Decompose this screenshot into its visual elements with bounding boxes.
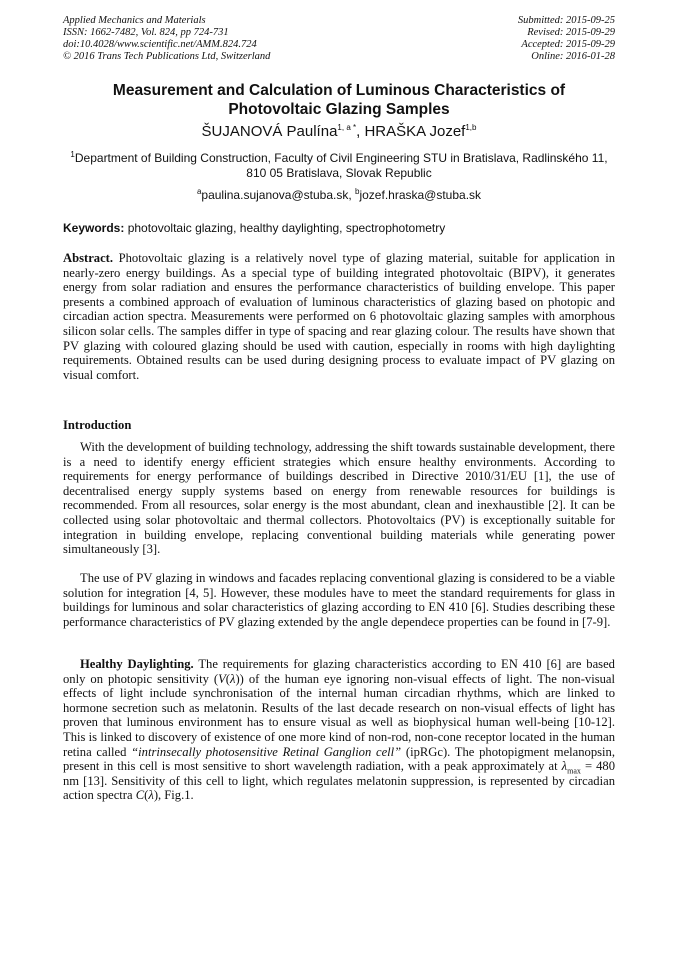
healthy-daylighting-paragraph xyxy=(63,657,615,803)
paper-title xyxy=(63,81,615,119)
title-line-2: Photovoltaic Glazing Samples xyxy=(228,101,450,118)
symbol-lambda: λ xyxy=(561,759,568,774)
iprgc-quote: “intrinsecally photosensitive Retinal Ganglion cell” xyxy=(131,744,402,759)
symbol-c: C xyxy=(135,788,145,803)
issn: ISSN: 1662-7482, Vol. 824, pp 724-731 xyxy=(63,27,229,38)
abstract xyxy=(63,251,615,382)
online-date: Online: 2016-01-28 xyxy=(531,51,615,62)
symbol-v: V xyxy=(218,671,226,686)
emails xyxy=(63,188,615,202)
text-run: (ipRGc). The photopigment melanopsin, present in this cell is most sensitive to short wavelength radiation, with a peak approximately at xyxy=(63,744,615,774)
keywords-label: Keywords: xyxy=(63,221,125,235)
email-a: paulina.sujanova@stuba.sk, xyxy=(201,188,356,202)
authors xyxy=(63,123,615,141)
intro-paragraph-1: With the development of building technology, addressing the shift towards sustainable development, there is a need to identify energy efficient strategies which ensure healthy environments. According to requirements for energy performance of buildings described in Directive 2010/31/EU [1], the use of decentralised energy supply systems based on energy from renewable resources for buildings is recommended. From all resources, solar energy is the most abundant, clean and inexhaustible [2]. It can be collected using solar photovoltaic and thermal collectors. Photovoltaics (PV) is exceptionally suitable for integration in building envelope, replacing conventional building materials while generating power simultaneously [3]. xyxy=(63,440,615,557)
keywords-text: photovoltaic glazing, healthy daylighting, spectrophotometry xyxy=(124,221,446,235)
symbol-lambda: λ xyxy=(229,671,236,686)
submitted-date: Submitted: 2015-09-25 xyxy=(517,15,615,26)
healthy-daylighting-label: Healthy Daylighting. xyxy=(80,657,194,671)
email-a-marker: a xyxy=(196,187,202,196)
text-run: )) of the human eye ignoring non-visual effects of light. The non-visual effects of light include synchronisation of the internal human circadian rhythms, which are linked to hormone secretion such as melatonin. Results of the last decade research on non-visual effects of light has proven that luminous environment has to ensure visual as well as biophysical human well-being [10-12]. This is linked to discovery of existence of one more kind of non-rod, non-cone receptor located in the human retina called xyxy=(63,671,615,759)
subscript-max: max xyxy=(567,766,581,776)
text-run: = 480 nm [13]. Sensitivity of this cell to light, which regulates melatonin suppression, is represented by circadian action spectra xyxy=(63,759,615,803)
text-run: The requirements for glazing characteristics according to EN 410 [6] are based only on photopic sensitivity ( xyxy=(63,657,615,686)
abstract-text: Photovoltaic glazing is a relatively novel type of glazing material, suitable for application in nearly-zero energy buildings. As a special type of building integrated photovoltaic (BIPV), it generates energy from solar radiation and ensures the performance characteristics of building envelope. This paper presents a combined approach of evaluation of luminous characteristics of glazing based on photopic and circadian action spectra. Measurements were performed on 6 photovoltaic glazing samples with amorphous silicon solar cells. The samples differ in type of spacing and rear glazing colour. The results have shown that PV glazing with coloured glazing should be used with caution, especially in rooms with high daylighting requirements. Obtained results can be used during designing process to evaluate impact of PV glazing on visual comfort. xyxy=(63,251,615,382)
intro-paragraph-2: The use of PV glazing in windows and facades replacing conventional glazing is considered to be a viable solution for integration [4, 5]. However, these modules have to meet the standard requirements for glass in buildings for luminous and solar characteristics of glazing according to EN 410 [6]. Studies describing these performance characteristics of PV glazing extended by the angle dependece properties can be found in [7-9]. xyxy=(63,571,615,629)
text-run: ( xyxy=(225,671,230,686)
author-1: ŠUJANOVÁ Paulína xyxy=(201,123,338,140)
copyright: © 2016 Trans Tech Publications Ltd, Switzerland xyxy=(63,51,271,62)
introduction-heading: Introduction xyxy=(63,418,132,432)
affiliation-marker: 1 xyxy=(70,150,75,159)
doi: doi:10.4028/www.scientific.net/AMM.824.724 xyxy=(63,39,257,50)
author-2: HRAŠKA Jozef xyxy=(364,123,466,140)
author-2-marker: 1,b xyxy=(465,123,477,132)
affiliation xyxy=(63,151,615,180)
email-b-marker: b xyxy=(355,187,360,196)
title-line-1: Measurement and Calculation of Luminous Characteristics of xyxy=(112,82,566,99)
symbol-lambda: λ xyxy=(148,788,154,803)
text-run: ), Fig.1. xyxy=(153,788,194,803)
revised-date: Revised: 2015-09-29 xyxy=(527,27,615,38)
email-b: jozef.hraska@stuba.sk xyxy=(359,188,482,202)
author-separator: , xyxy=(356,123,365,140)
author-1-marker: 1, a * xyxy=(337,123,357,132)
keywords xyxy=(63,221,615,235)
journal-name: Applied Mechanics and Materials xyxy=(63,15,206,26)
abstract-label: Abstract. xyxy=(63,251,114,265)
dates-info xyxy=(518,15,615,63)
affiliation-text: Department of Building Construction, Faculty of Civil Engineering STU in Bratislava, Radlinského 11, 810 05 Bratislava, Slovak Republic xyxy=(74,151,608,180)
text-run: ( xyxy=(144,788,149,803)
accepted-date: Accepted: 2015-09-29 xyxy=(521,39,615,50)
journal-info xyxy=(63,15,270,63)
